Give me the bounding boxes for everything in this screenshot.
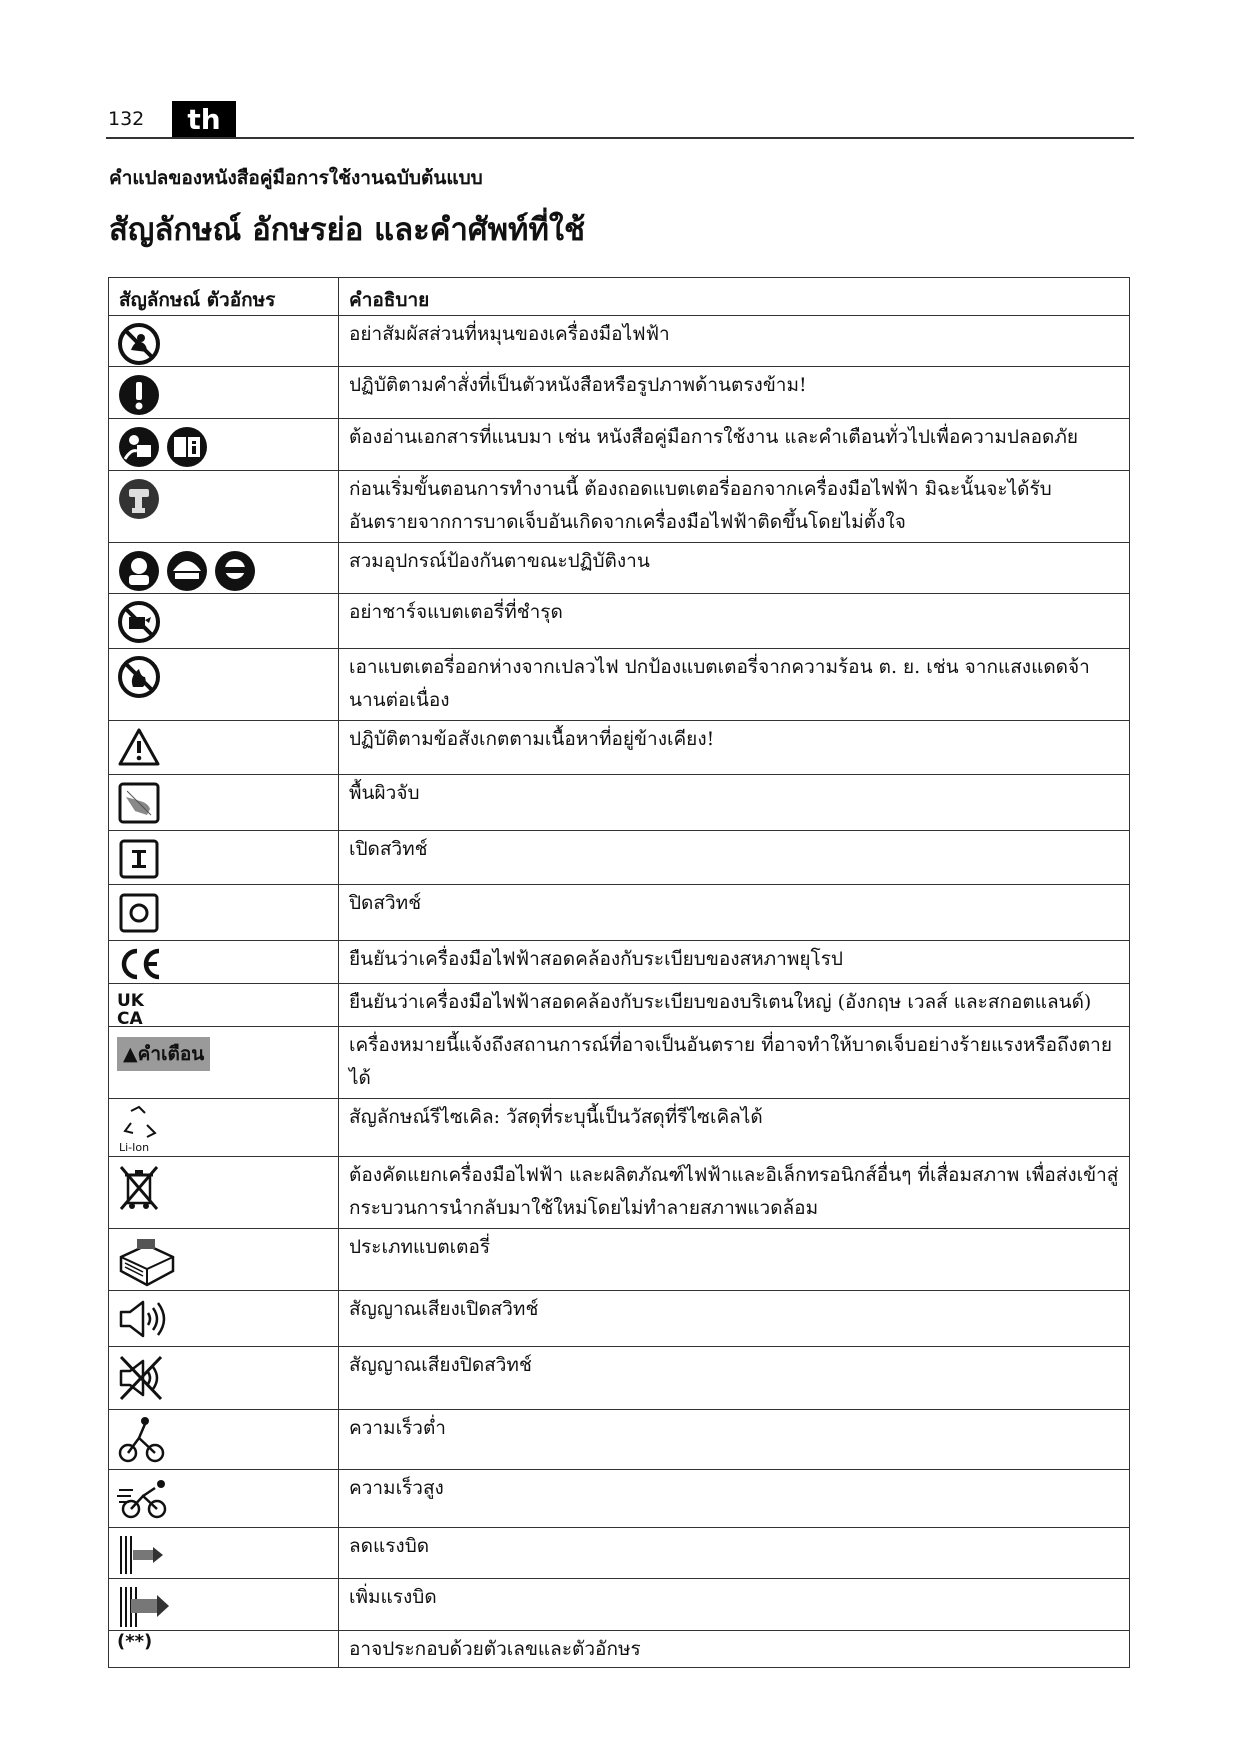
page-number: 132 xyxy=(108,108,145,130)
document-subtitle: คำแปลของหนังสือคู่มือการใช้งานฉบับต้นแบบ xyxy=(109,167,483,189)
language-badge: th xyxy=(172,101,236,139)
row-description: พื้นผิวจับ xyxy=(339,775,1130,831)
table-row xyxy=(109,419,1130,471)
table-row xyxy=(109,1410,1130,1470)
read-manual-icon xyxy=(117,425,211,469)
row-description: ความเร็วสูง xyxy=(339,1470,1130,1528)
recycle-label-text: Li-Ion xyxy=(119,1141,150,1153)
row-description: สวมอุปกรณ์ป้องกันตาขณะปฏิบัติงาน xyxy=(339,543,1130,594)
switch-on-icon xyxy=(117,837,161,881)
high-speed-icon xyxy=(117,1476,173,1520)
table-row xyxy=(109,1157,1130,1229)
row-description: ก่อนเริ่มขั้นตอนการทำงานนี้ ต้องถอดแบตเตอรี่ออกจากเครื่องมือไฟฟ้า มิฉะนั้นจะได้รับอันตรายจากการบาดเจ็บอันเกิดจากเครื่องมือไฟฟ้าติดขึ้นโดยไม่ตั้งใจ xyxy=(339,471,1130,543)
eye-protection-icon xyxy=(117,549,257,593)
column-header-description: คำอธิบาย xyxy=(339,278,1130,316)
grip-surface-icon xyxy=(117,781,161,825)
header-rule xyxy=(106,137,1134,139)
table-row xyxy=(109,984,1130,1027)
row-description: อย่าชาร์จแบตเตอรี่ที่ชำรุด xyxy=(339,594,1130,649)
no-charge-damaged-battery-icon xyxy=(117,600,161,644)
row-description: ต้องอ่านเอกสารที่แนบมา เช่น หนังสือคู่มือการใช้งาน และคำเตือนทั่วไปเพื่อความปลอดภัย xyxy=(339,419,1130,471)
warning-label-text: คำเตือน xyxy=(137,1043,205,1065)
table-row xyxy=(109,471,1130,543)
row-description: เครื่องหมายนี้แจ้งถึงสถานการณ์ที่อาจเป็นอันตราย ที่อาจทำให้บาดเจ็บอย่างร้ายแรงหรือถึงตายได้ xyxy=(339,1027,1130,1099)
table-row xyxy=(109,367,1130,419)
battery-fire-icon xyxy=(117,655,161,699)
symbols-table xyxy=(108,277,1130,1668)
mandatory-exclamation-icon xyxy=(117,373,161,417)
table-row xyxy=(109,594,1130,649)
recycle-li-ion-icon xyxy=(117,1105,163,1153)
table-row xyxy=(109,721,1130,775)
column-header-symbol: สัญลักษณ์ ตัวอักษร xyxy=(109,278,339,316)
svg-text:UK: UK xyxy=(117,991,144,1011)
row-description: เพิ่มแรงบิด xyxy=(339,1579,1130,1631)
warning-label: ▲คำเตือน xyxy=(117,1037,210,1071)
row-description: ประเภทแบตเตอรี่ xyxy=(339,1229,1130,1291)
svg-text:CA: CA xyxy=(117,1009,143,1026)
table-row xyxy=(109,775,1130,831)
row-description: ยืนยันว่าเครื่องมือไฟฟ้าสอดคล้องกับระเบียบของบริเตนใหญ่ (อังกฤษ เวลส์ และสกอตแลนด์) xyxy=(339,984,1130,1027)
low-speed-icon xyxy=(117,1416,167,1464)
row-description: ปิดสวิทช์ xyxy=(339,885,1130,941)
remove-battery-icon xyxy=(117,477,161,521)
switch-off-icon xyxy=(117,891,161,935)
table-row xyxy=(109,1579,1130,1631)
table-row xyxy=(109,1291,1130,1347)
table-header-row xyxy=(109,278,1130,316)
battery-pack-icon xyxy=(117,1235,177,1289)
sound-off-icon xyxy=(117,1353,167,1403)
table-row xyxy=(109,1470,1130,1528)
row-description: สัญญาณเสียงเปิดสวิทช์ xyxy=(339,1291,1130,1347)
table-row xyxy=(109,831,1130,885)
row-description: ปฏิบัติตามข้อสังเกตตามเนื้อหาที่อยู่ข้างเคียง! xyxy=(339,721,1130,775)
asterisk-symbol: (**) xyxy=(117,1631,153,1652)
table-row xyxy=(109,941,1130,984)
row-description: สัญญาณเสียงปิดสวิทช์ xyxy=(339,1347,1130,1410)
row-description: ความเร็วต่ำ xyxy=(339,1410,1130,1470)
table-row xyxy=(109,1528,1130,1579)
row-description: เปิดสวิทช์ xyxy=(339,831,1130,885)
no-touch-rotating-icon xyxy=(117,322,161,366)
row-description: อย่าสัมผัสส่วนที่หมุนของเครื่องมือไฟฟ้า xyxy=(339,316,1130,367)
table-row xyxy=(109,1631,1130,1668)
row-description: อาจประกอบด้วยตัวเลขและตัวอักษร xyxy=(339,1631,1130,1668)
increase-torque-icon xyxy=(117,1585,171,1629)
row-description: ลดแรงบิด xyxy=(339,1528,1130,1579)
row-description: ปฏิบัติตามคำสั่งที่เป็นตัวหนังสือหรือรูปภาพด้านตรงข้าม! xyxy=(339,367,1130,419)
decrease-torque-icon xyxy=(117,1534,167,1576)
table-row xyxy=(109,316,1130,367)
row-description: ยืนยันว่าเครื่องมือไฟฟ้าสอดคล้องกับระเบียบของสหภาพยุโรป xyxy=(339,941,1130,984)
table-row xyxy=(109,885,1130,941)
ce-mark-icon xyxy=(117,947,163,981)
table-row xyxy=(109,1229,1130,1291)
row-description: เอาแบตเตอรี่ออกห่างจากเปลวไฟ ปกป้องแบตเตอรี่จากความร้อน ต. ย. เช่น จากแสงแดดจ้านานต่อเนื่อง xyxy=(339,649,1130,721)
page-title: สัญลักษณ์ อักษรย่อ และคำศัพท์ที่ใช้ xyxy=(109,212,586,248)
row-description: ต้องคัดแยกเครื่องมือไฟฟ้า และผลิตภัณฑ์ไฟฟ้าและอิเล็กทรอนิกส์อื่นๆ ที่เสื่อมสภาพ เพื่อส่งเข้าสู่กระบวนการนำกลับมาใช้ใหม่โดยไม่ทำลายสภาพแวดล้อม xyxy=(339,1157,1130,1229)
table-row xyxy=(109,1099,1130,1157)
row-description: สัญลักษณ์รีไซเคิล: วัสดุที่ระบุนี้เป็นวัสดุที่รีไซเคิลได้ xyxy=(339,1099,1130,1157)
table-row xyxy=(109,543,1130,594)
weee-bin-icon xyxy=(117,1163,161,1213)
table-row xyxy=(109,649,1130,721)
ukca-mark-icon xyxy=(117,990,153,1026)
table-row xyxy=(109,1347,1130,1410)
warning-triangle-icon xyxy=(117,727,161,767)
sound-on-icon xyxy=(117,1297,167,1341)
table-row xyxy=(109,1027,1130,1099)
